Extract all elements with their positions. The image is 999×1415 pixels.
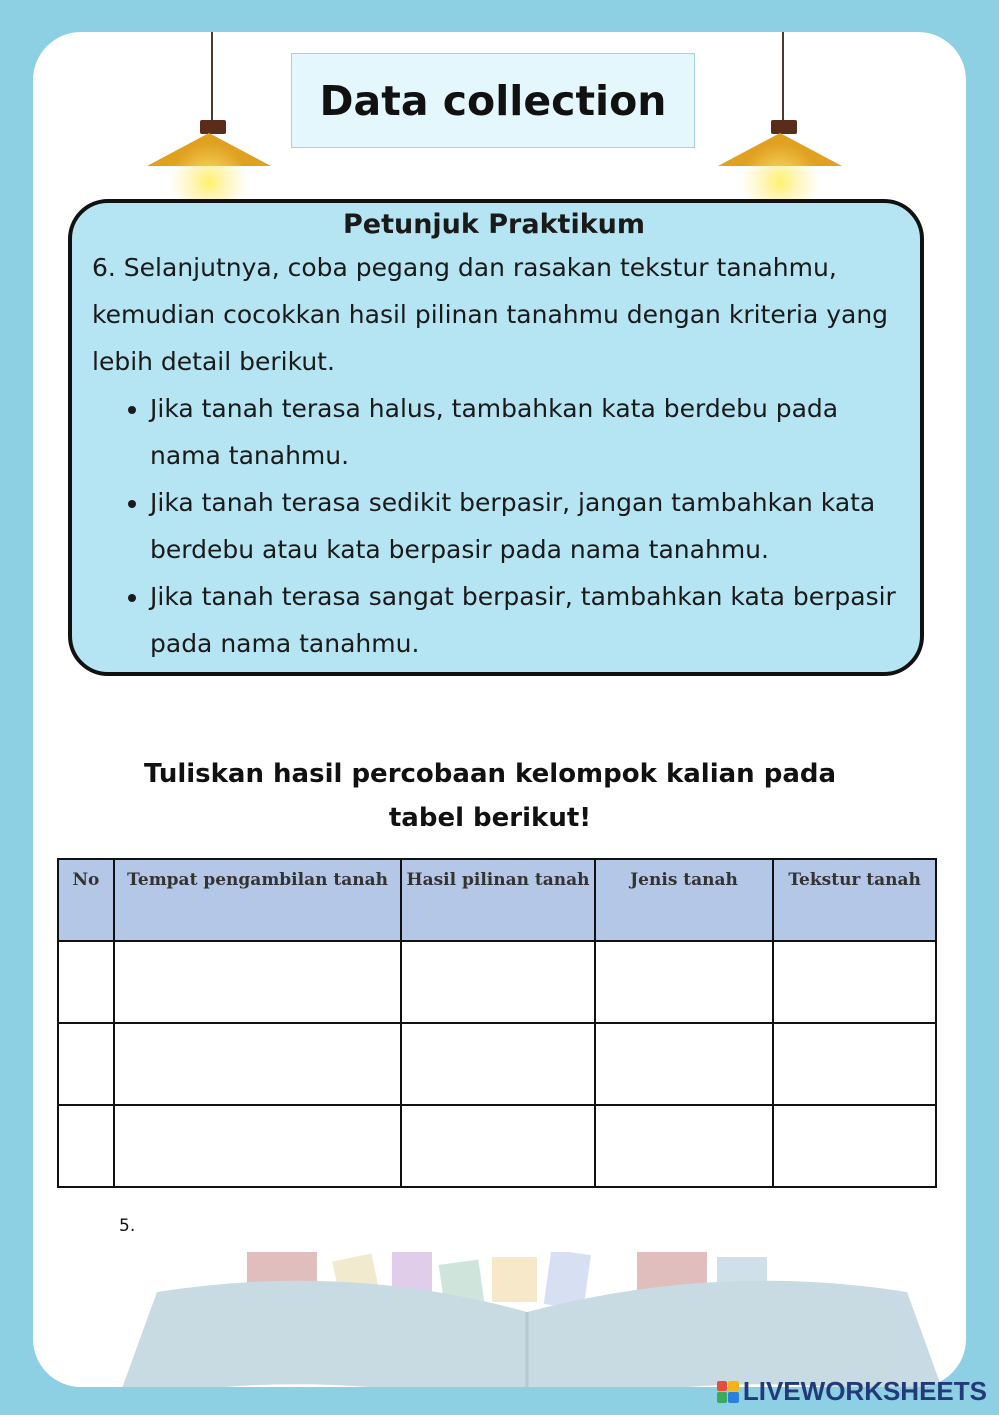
table-cell[interactable] bbox=[114, 1105, 401, 1187]
instructions-paragraph: 6. Selanjutnya, coba pegang dan rasakan tekstur tanahmu, kemudian cocokkan hasil pilinan tanahmu dengan kriteria yang lebih detail berikut. bbox=[92, 253, 889, 376]
header-hasil-pilinan: Hasil pilinan tanah bbox=[401, 859, 595, 941]
open-book-illustration bbox=[97, 1252, 966, 1387]
footnote-number: 5. bbox=[119, 1216, 136, 1236]
instructions-box bbox=[68, 199, 924, 676]
table-cell[interactable] bbox=[595, 1105, 774, 1187]
table-cell[interactable] bbox=[595, 1023, 774, 1105]
title-box bbox=[291, 53, 695, 148]
page-title: Data collection bbox=[319, 76, 667, 125]
table-cell[interactable] bbox=[773, 1105, 936, 1187]
table-cell[interactable] bbox=[58, 941, 114, 1023]
task-prompt-line: Tuliskan hasil percobaan kelompok kalian pada bbox=[143, 759, 837, 789]
table-cell[interactable] bbox=[58, 1023, 114, 1105]
instruction-bullet: • Jika tanah terasa sedikit berpasir, jangan tambahkan kata berdebu atau kata berpasir pada nama tanahmu. bbox=[150, 479, 896, 573]
table-cell[interactable] bbox=[595, 941, 774, 1023]
table-cell[interactable] bbox=[114, 1023, 401, 1105]
table-row bbox=[58, 1105, 936, 1187]
table-cell[interactable] bbox=[773, 1023, 936, 1105]
header-tekstur-tanah: Tekstur tanah bbox=[773, 859, 936, 941]
liveworksheets-logo-icon bbox=[717, 1381, 739, 1403]
brand-name: LIVEWORKSHEETS bbox=[742, 1376, 987, 1406]
table-header-row bbox=[58, 859, 936, 941]
instructions-heading: Petunjuk Praktikum bbox=[342, 209, 646, 240]
table-row bbox=[58, 1023, 936, 1105]
table-cell[interactable] bbox=[58, 1105, 114, 1187]
results-table bbox=[57, 858, 937, 1188]
table-cell[interactable] bbox=[401, 941, 595, 1023]
header-jenis-tanah: Jenis tanah bbox=[595, 859, 774, 941]
liveworksheets-logo bbox=[717, 1376, 987, 1407]
table-row bbox=[58, 941, 936, 1023]
table-cell[interactable] bbox=[773, 941, 936, 1023]
task-prompt-line: tabel berikut! bbox=[388, 803, 592, 833]
instruction-bullet: • Jika tanah terasa halus, tambahkan kata berdebu pada nama tanahmu. bbox=[150, 385, 896, 479]
table-cell[interactable] bbox=[401, 1105, 595, 1187]
task-prompt bbox=[90, 752, 890, 840]
instruction-bullet: • Jika tanah terasa sangat berpasir, tambahkan kata berpasir pada nama tanahmu. bbox=[150, 573, 896, 667]
instructions-list bbox=[92, 385, 896, 667]
header-no: No bbox=[58, 859, 114, 941]
table-cell[interactable] bbox=[401, 1023, 595, 1105]
table-cell[interactable] bbox=[114, 941, 401, 1023]
header-tempat-pengambilan: Tempat pengambilan tanah bbox=[114, 859, 401, 941]
